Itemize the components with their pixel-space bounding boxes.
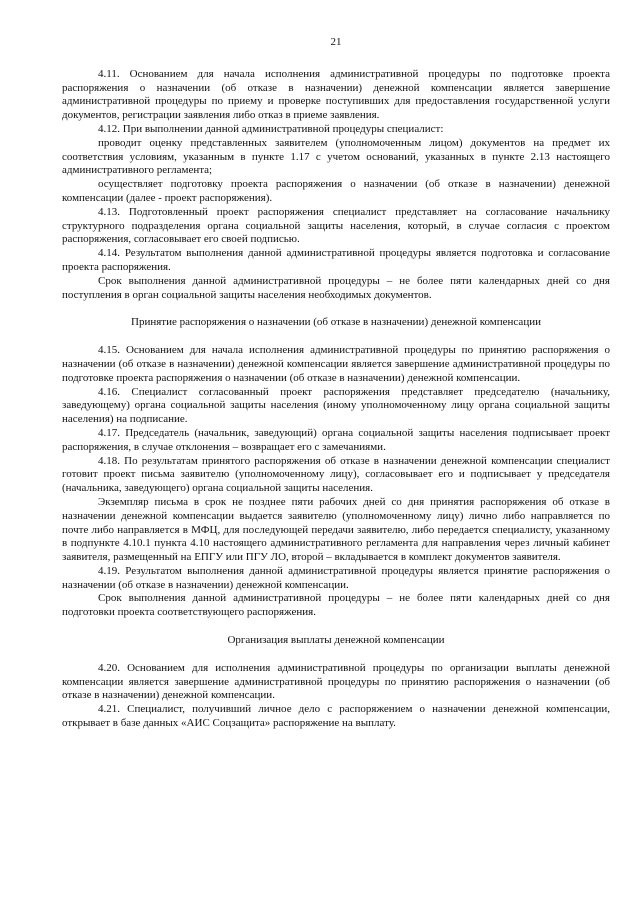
paragraph-deadline-1: Срок выполнения данной административной процедуры – не более пяти календарных дней со дня поступления в орган социальной защиты населения необходимых документов. <box>62 274 610 301</box>
section-decision <box>62 344 610 620</box>
paragraph-4-14: 4.14. Результатом выполнения данной административной процедуры является подготовка и согласование проекта распоряжения. <box>62 247 610 273</box>
paragraph-4-12-item-2: осуществляет подготовку проекта распоряжения о назначении (об отказе в назначении) денежной компенсации (далее - проект распоряжения). <box>62 178 610 204</box>
paragraph-4-12-item-1: проводит оценку представленных заявителем (уполномоченным лицом) документов на предмет их соответствия условиям, указанным в пункте 1.17 с учетом оснований, указанных в пункте 2.13 настоящего административного регламента; <box>62 136 610 177</box>
section-preparation <box>62 68 610 303</box>
paragraph-4-12: 4.12. При выполнении данной административной процедуры специалист: <box>98 122 444 135</box>
paragraph-4-16: 4.16. Специалист согласованный проект распоряжения представляет председателю (начальнику, заведующему) органа социальной защиты населения (иному уполномоченному лицу органа социальной защиты населения) на подписание. <box>62 385 610 426</box>
paragraph-4-18: 4.18. По результатам принятого распоряжения об отказе в назначении денежной компенсации специалист готовит проект письма заявителю (уполномоченному лицу), согласовывает его и подписывает у председателя (начальника, заведующего) органа социальной защиты населения. <box>62 454 610 495</box>
paragraph-4-17: 4.17. Председатель (начальник, заведующий) органа социальной защиты населения подписывает проект распоряжения, в случае отклонения – возвращает его с замечаниями. <box>62 426 610 453</box>
paragraph-4-20: 4.20. Основанием для исполнения административной процедуры по организации выплаты денежной компенсации является завершение административной процедуры по принятию распоряжения о назначении (об отказе в назначении) денежной компенсации. <box>62 661 610 702</box>
section-heading-decision: Принятие распоряжения о назначении (об отказе в назначении) денежной компенсации <box>131 316 541 329</box>
paragraph-4-11: 4.11. Основанием для начала исполнения административной процедуры по подготовке проекта распоряжения о назначении (об отказе в назначении) денежной компенсации является завершение административной процедуры по приему и проверке поступивших для предоставления государственной услуги документов, регистрации заявления либо отказ в приеме заявления. <box>62 67 610 122</box>
paragraph-4-13: 4.13. Подготовленный проект распоряжения специалист представляет на согласование начальнику структурного подразделения органа социальной защиты населения, который, в случае согласия с проектом распоряжения, согласовывает его своей подписью. <box>62 205 610 246</box>
paragraph-4-21: 4.21. Специалист, получивший личное дело с распоряжением о назначении денежной компенсации, открывает в базе данных «АИС Соцзащита» распоряжение на выплату. <box>62 703 610 730</box>
section-payment <box>62 662 610 731</box>
section-heading-payment: Организация выплаты денежной компенсации <box>227 634 445 647</box>
page-number: 21 <box>330 36 342 48</box>
paragraph-4-19: 4.19. Результатом выполнения данной административной процедуры является принятие распоряжения о назначении (об отказе в назначении) денежной компенсации. <box>62 564 610 591</box>
paragraph-4-15: 4.15. Основанием для начала исполнения административной процедуры по принятию распоряжения о назначении (об отказе в назначении) денежной компенсации является завершение административной процедуры по подготовке проекта распоряжения о назначении (об отказе в назначении) денежной компенсации. <box>62 344 610 384</box>
paragraph-deadline-2: Срок выполнения данной административной процедуры – не более пяти календарных дней со дня подготовки проекта соответствующего распоряжения. <box>62 592 610 619</box>
paragraph-letter-copy: Экземпляр письма в срок не позднее пяти рабочих дней со дня принятия распоряжения об отказе в назначении денежной компенсации выдается заявителю (уполномоченному лицу) лично либо направляется по почте либо направляется в МФЦ, для последующей передачи заявителю, либо передается специалисту, указанному в подпункте 4.10.1 пункта 4.10 настоящего административного регламента для направления через личный кабинет заявителя, размещенный на ЕПГУ или ПГУ ЛО, второй – вкладывается в комплект документов заявителя. <box>62 495 610 564</box>
